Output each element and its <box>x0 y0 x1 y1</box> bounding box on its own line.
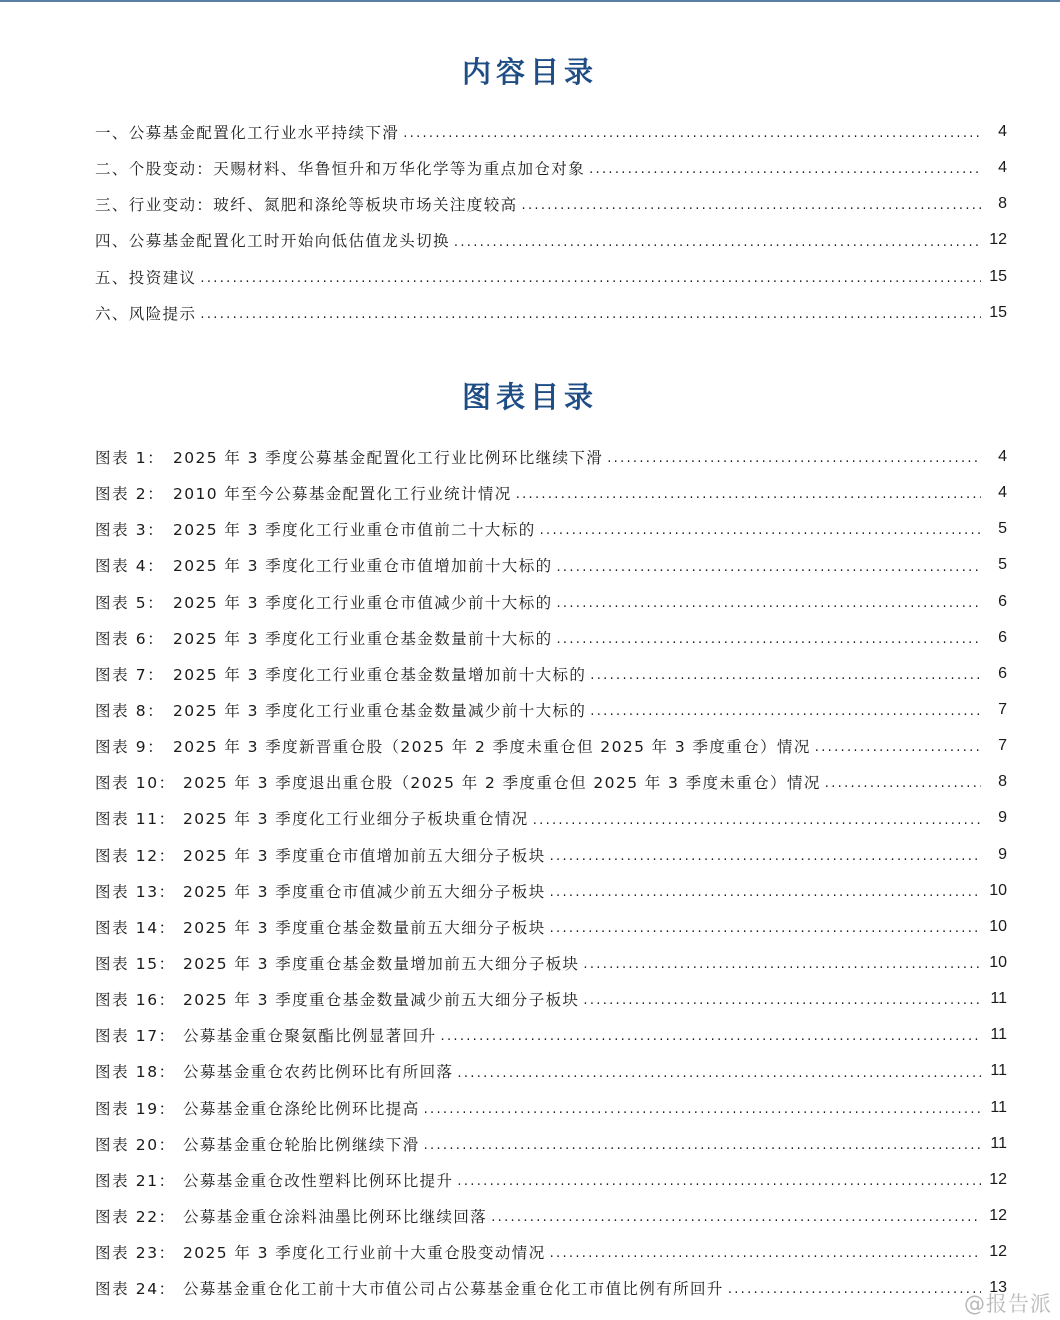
figure-number: 图表 17： <box>95 1027 176 1046</box>
figure-number: 图表 21： <box>95 1171 176 1190</box>
dot-leader <box>441 1017 981 1053</box>
dot-leader <box>457 1162 981 1198</box>
dot-leader <box>403 114 981 150</box>
entry-title: 2010 年至今公募基金配置化工行业统计情况 <box>173 485 512 504</box>
entry-title: 2025 年 3 季度新晋重仓股（2025 年 2 季度未重仓但 2025 年 3 季度重仓）情况 <box>173 738 811 757</box>
page-number: 8 <box>998 773 1007 791</box>
figure-entry[interactable] <box>95 692 1007 728</box>
page-number: 10 <box>989 881 1007 899</box>
page-number: 7 <box>998 701 1007 719</box>
watermark: @报告派 <box>964 1292 1052 1316</box>
figure-entry[interactable] <box>95 909 1007 945</box>
page-number: 12 <box>989 231 1007 249</box>
entry-title: 六、风险提示 <box>95 304 197 323</box>
dot-leader <box>424 1090 981 1126</box>
entry-title: 2025 年 3 季度化工行业重仓基金数量减少前十大标的 <box>173 702 587 721</box>
page-number: 11 <box>990 1062 1007 1080</box>
page-number: 5 <box>998 520 1007 538</box>
entry-title: 2025 年 3 季度化工行业重仓市值增加前十大标的 <box>173 557 553 576</box>
entry-title: 公募基金重仓涂料油墨比例环比继续回落 <box>183 1208 488 1227</box>
dot-leader <box>550 873 981 909</box>
entry-title: 2025 年 3 季度化工行业重仓市值前二十大标的 <box>173 521 536 540</box>
entry-title: 2025 年 3 季度重仓市值增加前五大细分子板块 <box>183 846 546 865</box>
figure-number: 图表 16： <box>95 991 176 1010</box>
figure-entry[interactable] <box>95 764 1007 800</box>
figure-number: 图表 12： <box>95 846 176 865</box>
figure-number: 图表 19： <box>95 1099 176 1118</box>
entry-title: 2025 年 3 季度重仓基金数量减少前五大细分子板块 <box>183 991 580 1010</box>
figure-entry[interactable] <box>95 475 1007 511</box>
figure-number: 图表 9： <box>95 738 165 757</box>
contents-entry[interactable] <box>95 186 1007 222</box>
entry-title: 2025 年 3 季度公募基金配置化工行业比例环比继续下滑 <box>173 449 604 468</box>
dot-leader <box>825 764 981 800</box>
dot-leader <box>200 295 981 331</box>
figure-number: 图表 3： <box>95 521 165 540</box>
figure-number: 图表 11： <box>95 810 176 829</box>
entry-title: 2025 年 3 季度化工行业重仓基金数量前十大标的 <box>173 629 553 648</box>
dot-leader <box>550 837 981 873</box>
page-number: 10 <box>989 954 1007 972</box>
figure-number: 图表 23： <box>95 1244 176 1263</box>
dot-leader <box>590 692 981 728</box>
contents-entry[interactable] <box>95 222 1007 258</box>
entry-title: 一、公募基金配置化工行业水平持续下滑 <box>95 124 400 143</box>
dot-leader <box>454 222 981 258</box>
figure-entry[interactable] <box>95 620 1007 656</box>
page-number: 8 <box>998 195 1007 213</box>
dot-leader <box>557 620 982 656</box>
figure-entry[interactable] <box>95 1198 1007 1234</box>
figure-number: 图表 7： <box>95 665 165 684</box>
figure-entry[interactable] <box>95 547 1007 583</box>
figure-entry[interactable] <box>95 1126 1007 1162</box>
entry-title: 五、投资建议 <box>95 268 197 287</box>
dot-leader <box>457 1053 981 1089</box>
page-number: 6 <box>998 664 1007 682</box>
dot-leader <box>557 547 982 583</box>
figure-number: 图表 6： <box>95 629 165 648</box>
entry-title: 二、个股变动：天赐材料、华鲁恒升和万华化学等为重点加仓对象 <box>95 160 586 179</box>
page-number: 11 <box>990 990 1007 1008</box>
page-number: 6 <box>998 592 1007 610</box>
dot-leader <box>424 1126 981 1162</box>
entry-title: 四、公募基金配置化工时开始向低估值龙头切换 <box>95 232 450 251</box>
entry-title: 公募基金重仓改性塑料比例环比提升 <box>183 1171 454 1190</box>
dot-leader <box>607 439 981 475</box>
figure-entry[interactable] <box>95 728 1007 764</box>
figure-entry[interactable] <box>95 439 1007 475</box>
dot-leader <box>491 1198 981 1234</box>
page-number: 11 <box>990 1026 1007 1044</box>
entry-title: 三、行业变动：玻纤、氮肥和涤纶等板块市场关注度较高 <box>95 196 518 215</box>
figure-number: 图表 1： <box>95 449 165 468</box>
figure-number: 图表 4： <box>95 557 165 576</box>
page-number: 11 <box>990 1098 1007 1116</box>
page-number: 11 <box>990 1134 1007 1152</box>
entry-title: 2025 年 3 季度化工行业重仓市值减少前十大标的 <box>173 593 553 612</box>
figure-entry[interactable] <box>95 1053 1007 1089</box>
page-number: 10 <box>989 917 1007 935</box>
figure-entry[interactable] <box>95 656 1007 692</box>
figure-number: 图表 22： <box>95 1208 176 1227</box>
page-number: 15 <box>989 303 1007 321</box>
entry-title: 公募基金重仓农药比例环比有所回落 <box>183 1063 454 1082</box>
dot-leader <box>590 656 981 692</box>
dot-leader <box>583 945 981 981</box>
page-number: 4 <box>998 484 1007 502</box>
contents-list <box>95 114 1007 331</box>
entry-title: 公募基金重仓轮胎比例继续下滑 <box>183 1135 420 1154</box>
figure-number: 图表 5： <box>95 593 165 612</box>
figure-entry[interactable] <box>95 511 1007 547</box>
entry-title: 2025 年 3 季度重仓基金数量增加前五大细分子板块 <box>183 955 580 974</box>
contents-entry[interactable] <box>95 259 1007 295</box>
contents-entry[interactable] <box>95 114 1007 150</box>
dot-leader <box>589 150 981 186</box>
figure-number: 图表 24： <box>95 1280 176 1299</box>
figure-number: 图表 2： <box>95 485 165 504</box>
figure-entry[interactable] <box>95 584 1007 620</box>
entry-title: 2025 年 3 季度退出重仓股（2025 年 2 季度重仓但 2025 年 3 季度未重仓）情况 <box>183 774 821 793</box>
dot-leader <box>540 511 981 547</box>
entry-title: 2025 年 3 季度重仓市值减少前五大细分子板块 <box>183 882 546 901</box>
contents-entry[interactable] <box>95 150 1007 186</box>
page-number: 15 <box>989 267 1007 285</box>
page-number: 12 <box>989 1243 1007 1261</box>
figure-number: 图表 8： <box>95 702 165 721</box>
figure-entry[interactable] <box>95 873 1007 909</box>
dot-leader <box>200 259 981 295</box>
entry-title: 2025 年 3 季度化工行业细分子板块重仓情况 <box>183 810 529 829</box>
page-number: 13 <box>989 1279 1007 1297</box>
page-number: 4 <box>998 159 1007 177</box>
figure-number: 图表 14： <box>95 918 176 937</box>
page-number: 4 <box>998 123 1007 141</box>
contents-entry[interactable] <box>95 295 1007 331</box>
page-number: 5 <box>998 556 1007 574</box>
figure-entry[interactable] <box>95 945 1007 981</box>
dot-leader <box>516 475 981 511</box>
entry-title: 2025 年 3 季度化工行业前十大重仓股变动情况 <box>183 1244 546 1263</box>
figure-entry[interactable] <box>95 1162 1007 1198</box>
page-number: 7 <box>998 737 1007 755</box>
figure-number: 图表 18： <box>95 1063 176 1082</box>
figure-entry[interactable] <box>95 1090 1007 1126</box>
figure-number: 图表 10： <box>95 774 176 793</box>
figure-number: 图表 15： <box>95 955 176 974</box>
entry-title: 2025 年 3 季度重仓基金数量前五大细分子板块 <box>183 918 546 937</box>
entry-title: 公募基金重仓涤纶比例环比提高 <box>183 1099 420 1118</box>
figure-entry[interactable] <box>95 837 1007 873</box>
dot-leader <box>533 800 981 836</box>
dot-leader <box>815 728 981 764</box>
figure-number: 图表 20： <box>95 1135 176 1154</box>
figure-entry[interactable] <box>95 800 1007 836</box>
contents-title: 内容目录 <box>461 55 598 89</box>
entry-title: 公募基金重仓化工前十大市值公司占公募基金重仓化工市值比例有所回升 <box>183 1280 724 1299</box>
figure-entry[interactable] <box>95 1017 1007 1053</box>
figure-number: 图表 13： <box>95 882 176 901</box>
dot-leader <box>550 909 981 945</box>
page-number: 9 <box>998 845 1007 863</box>
dot-leader <box>522 186 981 222</box>
page-number: 12 <box>989 1207 1007 1225</box>
figure-entry[interactable] <box>95 1270 1007 1306</box>
entry-title: 公募基金重仓聚氨酯比例显著回升 <box>183 1027 437 1046</box>
figures-list <box>95 439 1007 1306</box>
figure-entry[interactable] <box>95 981 1007 1017</box>
dot-leader <box>550 1234 981 1270</box>
entry-title: 2025 年 3 季度化工行业重仓基金数量增加前十大标的 <box>173 665 587 684</box>
page-number: 9 <box>998 809 1007 827</box>
page-number: 6 <box>998 628 1007 646</box>
figures-title: 图表目录 <box>461 380 598 414</box>
figure-entry[interactable] <box>95 1234 1007 1270</box>
dot-leader <box>583 981 981 1017</box>
dot-leader <box>557 584 982 620</box>
header-rule <box>0 0 1060 2</box>
dot-leader <box>728 1270 981 1306</box>
page-number: 12 <box>989 1170 1007 1188</box>
page-number: 4 <box>998 448 1007 466</box>
